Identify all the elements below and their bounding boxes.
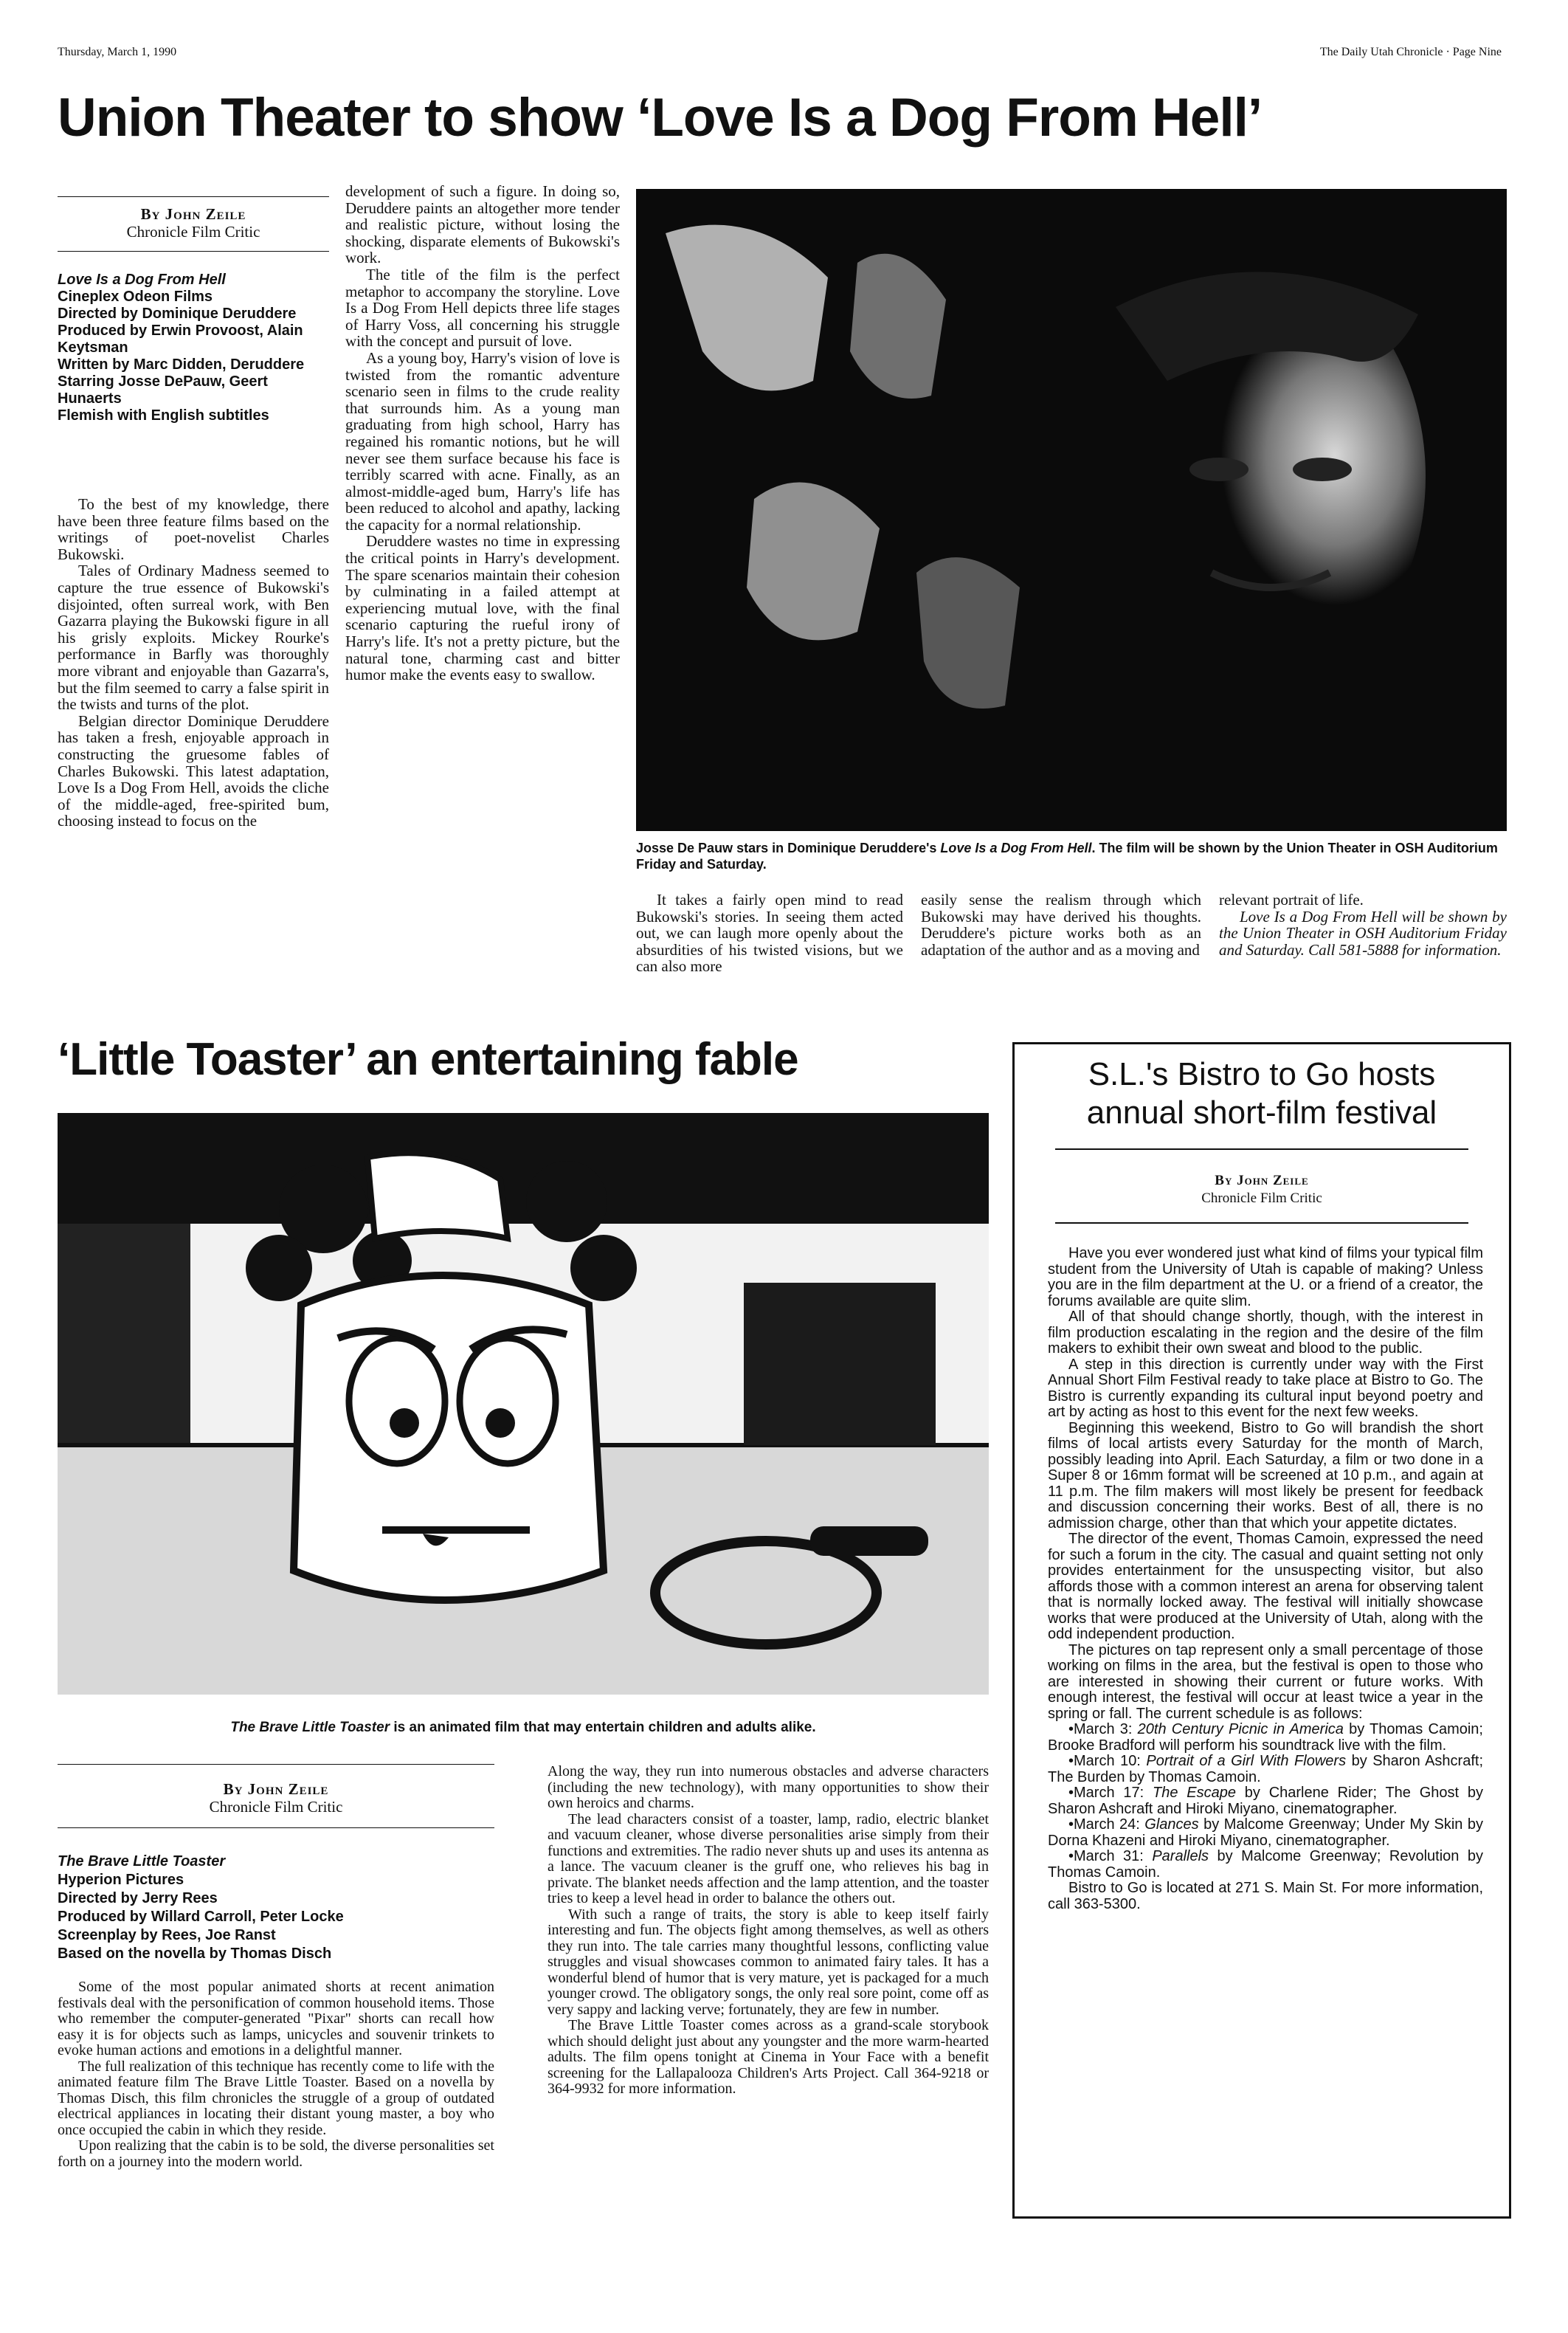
schedule-detail: by Malcome Greenway; Under My Skin by Dorna Khazeni and Hiroki Miyano, cinematographer. (1048, 1816, 1483, 1849)
paragraph: Some of the most popular animated shorts at recent animation festivals deal with the personification of common household items. Those who remember the computer-generated "Pixar" shorts can recall how easy it is for objects such as lamps, unicycles and souvenir trinkets to evoke human actions and emotions in a delightful manner. (58, 1979, 494, 2058)
byline-title: Chronicle Film Critic (209, 1798, 343, 1816)
paragraph: As a young boy, Harry's vision of love is twisted from the romantic adventure scenario seen in films to the crude reality that surrounds him. As a young man graduating from high school, Harry has regained his romantic notions, but he will never see them surface because his face is terribly scarred with acne. Finally, as an almost-middle-aged bum, Harry's life has been reduced to alcohol and apathy, lacking the capacity for a normal relationship. (345, 348, 620, 534)
headline-love-is-a-dog: Union Theater to show ‘Love Is a Dog From Hell’ (58, 88, 1263, 148)
film-credits (58, 272, 329, 424)
paragraph: Along the way, they run into numerous obstacles and adverse characters (including the new technology), with many opportunities to show their own heroics and charms. (548, 1764, 989, 1811)
credit-line: Flemish with English subtitles (58, 407, 269, 424)
credit-line: Produced by Erwin Provoost, Alain Keytsman (58, 323, 303, 356)
folio-page: The Daily Utah Chronicle · Page Nine (1319, 46, 1502, 58)
article-column (1219, 892, 1507, 1016)
credit-line: Cineplex Odeon Films (58, 289, 213, 305)
paragraph: The lead characters consist of a toaster, lamp, radio, electric blanket and vacuum cleaner, whose diverse personalities arise simply from their functions and extremities. The radio never shuts up and uses its antenna as a lance. The vacuum cleaner is the gruff one, who relieves his bag in private. The blanket needs affection and the lamp attention, and the toaster tries to keep a level head in order to balance the others out. (548, 1810, 989, 1906)
schedule-date: •March 10: (1068, 1753, 1147, 1769)
paragraph: The title of the film is the perfect metaphor to accompany the storyline. Love Is a Dog From Hell depicts three life stages of Harry Voss, all concerning his struggle with the concept and pursuit of love. (345, 265, 620, 351)
paragraph: All of that should change shortly, though, with the interest in film production escalating in the region and the desire of the film makers to exhibit their own sweat and blood to the public. (1048, 1309, 1483, 1357)
paragraph: Deruddere wastes no time in expressing the critical points in Harry's development. The spare scenarios maintain their cohesion by culminating in a failed attempt at experiencing mutual love, with the final scenario capturing the rueful irony of Harry's life. It's not a pretty picture, but the natural tone, charming cast and bitter humor make the events easy to swallow. (345, 532, 620, 684)
schedule-detail: by Sharon Ashcraft; The Burden by Thomas Camoin. (1048, 1753, 1483, 1785)
paragraph: Bistro to Go is located at 271 S. Main St. For more information, call 363-5300. (1048, 1880, 1483, 1912)
schedule-item (1048, 1817, 1483, 1849)
caption-film-title: The Brave Little Toaster (230, 1720, 390, 1735)
paragraph: It takes a fairly open mind to read Bukowski's stories. In seeing them acted out, we can laugh more openly about the absurdities of his twisted visions, but we can also more (636, 892, 903, 976)
paragraph: The director of the event, Thomas Camoin, expressed the need for such a forum in the city. The casual and quaint setting not only provides entertainment for the unsuspecting visitor, but also affords those with a common interest an arena for observing talent that is normally locked away. The festival will initially showcase works that were produced at the University of Utah, along with the odd independent production. (1048, 1531, 1483, 1642)
schedule-title: Portrait of a Girl With Flowers (1146, 1753, 1347, 1769)
photo-caption (636, 840, 1507, 872)
credit-line: Directed by Dominique Deruddere (58, 306, 297, 322)
film-credits (58, 1853, 494, 1963)
credit-line: Starring Josse DePauw, Geert Hunaerts (58, 373, 268, 407)
schedule-detail: by Thomas Camoin; Brooke Bradford will perform his soundtrack live with the film. (1048, 1721, 1483, 1754)
byline-name: By John Zeile (140, 205, 246, 223)
paragraph: relevant portrait of life. (1219, 892, 1364, 909)
credit-line: Written by Marc Didden, Deruddere (58, 356, 305, 373)
headline-bistro (1026, 1055, 1498, 1132)
caption-text: Josse De Pauw stars in Dominique Deruddere's (636, 841, 941, 855)
schedule-date: •March 31: (1068, 1848, 1153, 1864)
credit-title: The Brave Little Toaster (58, 1853, 226, 1869)
illustration-caption (58, 1720, 989, 1736)
paragraph: With such a range of traits, the story is able to keep itself fairly interesting and fun. The objects fight among themselves, as well as others they run into. The tale carries many thoughtful lessons, conflicting value struggles and visual showcases common to animated fairy tales. It has a wonderful blend of humor that is very mature, yet is packaged for a much younger crowd. The obligatory songs, the only real sore point, come off as very sappy and lacking verve; fortunately, they are few in number. (548, 1906, 989, 2018)
caption-text: is an animated film that may entertain children and adults alike. (390, 1720, 816, 1735)
byline (1055, 1172, 1468, 1207)
schedule-title: Parallels (1152, 1848, 1209, 1864)
article-column (58, 496, 329, 1014)
article-column (345, 183, 620, 1016)
credit-line: Directed by Jerry Rees (58, 1890, 218, 1906)
paragraph: Belgian director Dominique Deruddere has taken a fresh, enjoyable approach in constructing the gruesome fables of Charles Bukowski. This latest adaptation, Love Is a Dog From Hell, avoids the cliche of the middle-aged, free-spirited bum, choosing instead to focus on the (58, 711, 329, 830)
paragraph: Beginning this weekend, Bistro to Go will brandish the short films of local artists every Saturday for the month of March, possibly leading into April. Each Saturday, a film or two done in a Super 8 or 16mm format will be screened at 10 p.m., and again at 11 p.m. The film makers will most likely be present for feedback and discussion concerning their works. Best of all, there is no admission charge, other than that which your appetite dictates. (1048, 1419, 1483, 1531)
article-column (58, 1979, 494, 2201)
byline-name: By John Zeile (1215, 1173, 1309, 1188)
article-column (921, 892, 1201, 1016)
schedule-date: •March 17: (1068, 1785, 1153, 1801)
schedule-title: Glances (1144, 1816, 1199, 1833)
paragraph: To the best of my knowledge, there have been three feature films based on the writings of poet-novelist Charles Bukowski. (58, 496, 329, 563)
headline-little-toaster: ‘Little Toaster’ an entertaining fable (58, 1034, 798, 1085)
photo-josse-de-pauw (636, 189, 1507, 831)
paragraph: The pictures on tap represent only a small percentage of those working on films in the area, but the festival is open to those who are interested in showing their current or future works. With enough interest, the festival will occur at least twice a year in the spring or fall. The current schedule is as follows: (1048, 1641, 1483, 1722)
schedule-date: •March 24: (1068, 1816, 1145, 1833)
article-column (1048, 1246, 1483, 2205)
paragraph: The full realization of this technique has recently come to life with the animated feature film The Brave Little Toaster. Based on a novella by Thomas Disch, this film chronicles the struggle of a group of outdated electrical appliances in locating their distant young master, a boy who once occupied the cabin in which they reside. (58, 2058, 494, 2138)
credit-line: Produced by Willard Carroll, Peter Locke (58, 1909, 344, 1925)
byline (58, 1780, 494, 1816)
paragraph: Tales of Ordinary Madness seemed to capture the true essence of Bukowski's disjointed, often surreal work, with Ben Gazarra playing the Bukowski figure in all his grisly exploits. Mickey Rourke's performance in Barfly was thoroughly more vibrant and enjoyable than Gazarra's, but the film seemed to carry a false spirit in the twists and turns of the plot. (58, 562, 329, 714)
schedule-date: •March 3: (1068, 1721, 1138, 1737)
paragraph: A step in this direction is currently under way with the First Annual Short Film Festival ready to take place at Bistro to Go. The Bistro is currently expanding its cultural input beyond poetry and art by acting as host to this event for the next few weeks. (1048, 1356, 1483, 1420)
schedule-item (1048, 1849, 1483, 1881)
paragraph: easily sense the realism through which Bukowski may have derived his thoughts. Deruddere's picture works both as an adaptation of the author and as a moving and (921, 892, 1201, 959)
headline-line: annual short-film festival (1086, 1095, 1437, 1131)
article-column (636, 892, 903, 1016)
byline-title: Chronicle Film Critic (126, 223, 260, 241)
paragraph: Upon realizing that the cabin is to be sold, the diverse personalities set forth on a journey into the modern world. (58, 2137, 494, 2170)
schedule-detail: by Charlene Rider; The Ghost by Sharon Ashcraft and Hiroki Miyano, cinematographer. (1048, 1785, 1483, 1817)
byline-name: By John Zeile (223, 1780, 329, 1798)
schedule-title: 20th Century Picnic in America (1137, 1721, 1344, 1737)
headline-line: S.L.'s Bistro to Go hosts (1088, 1056, 1436, 1092)
credit-line: Hyperion Pictures (58, 1872, 184, 1888)
paragraph: Love Is a Dog From Hell will be shown by the Union Theater in OSH Auditorium Friday and Saturday. Call 581-5888 for information. (1219, 907, 1507, 959)
credit-line: Screenplay by Rees, Joe Ranst (58, 1927, 276, 1943)
illustration-brave-little-toaster (58, 1113, 989, 1695)
paragraph: development of such a figure. In doing so, Deruddere paints an altogether more tender and realistic picture, without losing the shocking, disparate elements of Bukowski's work. (345, 183, 620, 267)
byline-title: Chronicle Film Critic (1201, 1190, 1322, 1206)
paragraph: The Brave Little Toaster comes across as a grand-scale storybook which should delight just about any youngster and the more warm-hearted adults. The film opens tonight at Cinema in Your Face with a benefit screening for the Lallapalooza Children's Arts Project. Call 364-9218 or 364-9932 for more information. (548, 2017, 989, 2097)
caption-text: . The film will be shown by the Union Theater in OSH Auditorium Friday and Saturday. (636, 841, 1498, 872)
credit-line: Based on the novella by Thomas Disch (58, 1946, 332, 1962)
credit-title: Love Is a Dog From Hell (58, 272, 226, 288)
schedule-item (1048, 1722, 1483, 1754)
schedule-detail: by Malcome Greenway; Revolution by Thomas Camoin. (1048, 1848, 1483, 1881)
article-column (548, 1764, 989, 2202)
schedule-item (1048, 1785, 1483, 1817)
paragraph: Have you ever wondered just what kind of films your typical film student from the University of Utah is capable of making? Unless you are in the film department at the U. or a friend of a creator, the forums available are quite slim. (1048, 1246, 1483, 1309)
schedule-item (1048, 1754, 1483, 1785)
folio-date: Thursday, March 1, 1990 (58, 46, 177, 58)
byline (58, 205, 329, 241)
schedule-title: The Escape (1152, 1785, 1236, 1801)
caption-film-title: Love Is a Dog From Hell (940, 841, 1092, 855)
